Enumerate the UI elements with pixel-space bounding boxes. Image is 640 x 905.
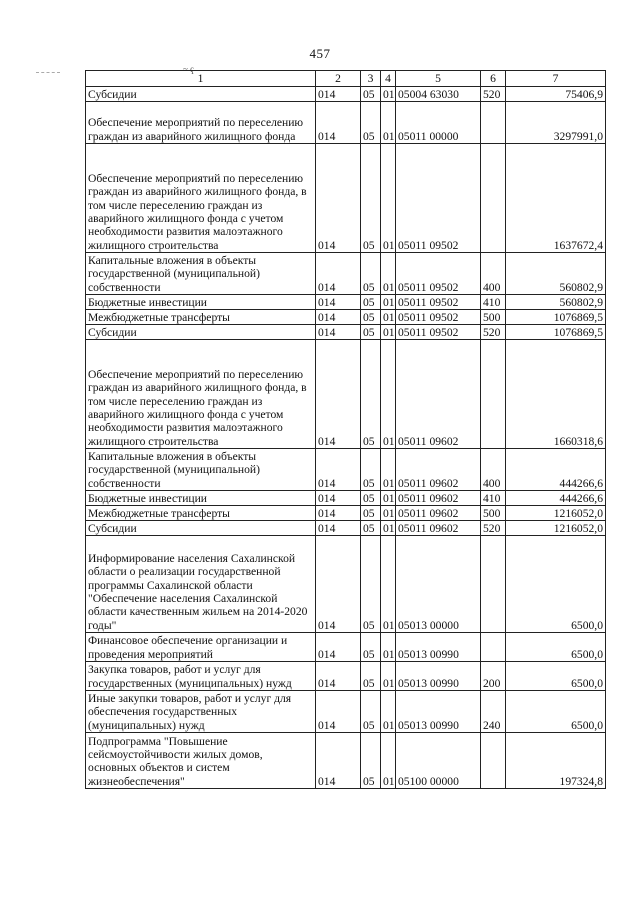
row-name: Межбюджетные трансферты [86,310,316,325]
table-row [86,521,606,536]
row-expense-type: 520 [481,87,506,102]
row-name: Бюджетные инвестиции [86,491,316,506]
budget-table [85,70,606,789]
header-col-4: 4 [381,71,396,87]
row-expense-type: 520 [481,521,506,536]
row-expense-type: 400 [481,253,506,295]
row-subsection-code: 01 [381,536,396,633]
row-section-code: 05 [361,144,381,253]
row-expense-type [481,102,506,144]
page-number: 457 [309,46,331,61]
row-ministry-code: 014 [316,295,361,310]
row-name: Обеспечение мероприятий по переселению граждан из аварийного жилищного фонда, в том числе переселению граждан из аварийного жилищного фонда с учетом необходимости развития малоэтажного жилищного строительства [86,144,316,253]
row-sum: 1216052,0 [506,521,606,536]
row-section-code: 05 [361,102,381,144]
row-sum: 1076869,5 [506,325,606,340]
row-expense-type [481,340,506,449]
row-name: Закупка товаров, работ и услуг для государственных (муниципальных) нужд [86,662,316,691]
row-section-code: 05 [361,253,381,295]
row-section-code: 05 [361,521,381,536]
row-section-code: 05 [361,87,381,102]
row-name: Субсидии [86,521,316,536]
table-row [86,295,606,310]
row-target-code: 05011 09502 [396,144,481,253]
row-target-code: 05013 00990 [396,691,481,733]
row-section-code: 05 [361,733,381,789]
row-target-code: 05011 09502 [396,253,481,295]
row-sum: 197324,8 [506,733,606,789]
row-name: Капитальные вложения в объекты государственной (муниципальной) собственности [86,253,316,295]
row-ministry-code: 014 [316,491,361,506]
header-col-1: 1 [86,71,316,87]
row-ministry-code: 014 [316,662,361,691]
row-expense-type: 240 [481,691,506,733]
row-ministry-code: 014 [316,87,361,102]
row-expense-type [481,144,506,253]
header-col-5: 5 [396,71,481,87]
row-section-code: 05 [361,491,381,506]
row-ministry-code: 014 [316,144,361,253]
row-subsection-code: 01 [381,144,396,253]
row-ministry-code: 014 [316,733,361,789]
row-target-code: 05004 63030 [396,87,481,102]
table-row [86,325,606,340]
row-subsection-code: 01 [381,449,396,491]
table-row [86,87,606,102]
row-subsection-code: 01 [381,506,396,521]
row-ministry-code: 014 [316,102,361,144]
row-section-code: 05 [361,295,381,310]
row-sum: 444266,6 [506,449,606,491]
row-sum: 444266,6 [506,491,606,506]
table-row [86,662,606,691]
row-expense-type: 520 [481,325,506,340]
row-expense-type: 200 [481,662,506,691]
row-section-code: 05 [361,633,381,662]
row-name: Субсидии [86,325,316,340]
row-name: Обеспечение мероприятий по переселению граждан из аварийного жилищного фонда, в том числе переселению граждан из аварийного жилищного фонда с учетом необходимости развития малоэтажного жилищного строительства [86,340,316,449]
row-target-code: 05011 09602 [396,521,481,536]
row-ministry-code: 014 [316,325,361,340]
row-name: Межбюджетные трансферты [86,506,316,521]
row-ministry-code: 014 [316,536,361,633]
row-target-code: 05011 09602 [396,449,481,491]
table-row [86,310,606,325]
row-subsection-code: 01 [381,491,396,506]
row-target-code: 05013 00990 [396,662,481,691]
row-subsection-code: 01 [381,691,396,733]
row-subsection-code: 01 [381,253,396,295]
header-col-2: 2 [316,71,361,87]
row-expense-type: 500 [481,506,506,521]
row-sum: 1216052,0 [506,506,606,521]
row-sum: 6500,0 [506,662,606,691]
row-target-code: 05011 09502 [396,325,481,340]
row-sum: 1076869,5 [506,310,606,325]
table-row [86,633,606,662]
row-target-code: 05011 09602 [396,491,481,506]
row-sum: 1637672,4 [506,144,606,253]
row-sum: 560802,9 [506,295,606,310]
row-expense-type [481,733,506,789]
scan-mark: ~ ҁ [183,64,195,74]
table-row [86,102,606,144]
table-row [86,340,606,449]
row-sum: 6500,0 [506,691,606,733]
table-row [86,144,606,253]
row-expense-type: 410 [481,491,506,506]
row-subsection-code: 01 [381,733,396,789]
row-sum: 560802,9 [506,253,606,295]
row-target-code: 05100 00000 [396,733,481,789]
row-section-code: 05 [361,536,381,633]
row-target-code: 05011 09502 [396,310,481,325]
row-sum: 6500,0 [506,536,606,633]
header-col-7: 7 [506,71,606,87]
row-ministry-code: 014 [316,310,361,325]
row-target-code: 05011 09602 [396,340,481,449]
row-section-code: 05 [361,662,381,691]
row-expense-type: 500 [481,310,506,325]
row-subsection-code: 01 [381,521,396,536]
row-subsection-code: 01 [381,325,396,340]
row-target-code: 05011 09602 [396,506,481,521]
row-section-code: 05 [361,325,381,340]
row-name: Капитальные вложения в объекты государственной (муниципальной) собственности [86,449,316,491]
row-sum: 1660318,6 [506,340,606,449]
row-name: Иные закупки товаров, работ и услуг для обеспечения государственных (муниципальных) нужд [86,691,316,733]
row-section-code: 05 [361,506,381,521]
table-row [86,733,606,789]
row-subsection-code: 01 [381,340,396,449]
table-row [86,536,606,633]
row-name: Обеспечение мероприятий по переселению граждан из аварийного жилищного фонда [86,102,316,144]
row-subsection-code: 01 [381,662,396,691]
row-name: Финансовое обеспечение организации и проведения мероприятий [86,633,316,662]
table-row [86,449,606,491]
margin-line [36,72,60,73]
row-ministry-code: 014 [316,506,361,521]
row-expense-type: 400 [481,449,506,491]
row-ministry-code: 014 [316,253,361,295]
table-row [86,691,606,733]
row-section-code: 05 [361,340,381,449]
row-name: Информирование населения Сахалинской области о реализации государственной программы Сахалинской области "Обеспечение населения Сахалинской области качественным жильем на 2014-2020 годы" [86,536,316,633]
row-name: Подпрограмма "Повышение сейсмоустойчивости жилых домов, основных объектов и систем жизнеобеспечения" [86,733,316,789]
row-target-code: 05013 00000 [396,536,481,633]
row-expense-type [481,633,506,662]
header-row [86,71,606,87]
row-target-code: 05013 00990 [396,633,481,662]
row-ministry-code: 014 [316,633,361,662]
row-subsection-code: 01 [381,87,396,102]
row-sum: 6500,0 [506,633,606,662]
row-section-code: 05 [361,449,381,491]
row-subsection-code: 01 [381,102,396,144]
row-ministry-code: 014 [316,449,361,491]
row-ministry-code: 014 [316,691,361,733]
row-section-code: 05 [361,310,381,325]
header-col-3: 3 [361,71,381,87]
row-sum: 3297991,0 [506,102,606,144]
row-expense-type [481,536,506,633]
row-section-code: 05 [361,691,381,733]
table-row [86,491,606,506]
row-expense-type: 410 [481,295,506,310]
row-ministry-code: 014 [316,521,361,536]
table-row [86,253,606,295]
table-row [86,506,606,521]
row-target-code: 05011 00000 [396,102,481,144]
row-sum: 75406,9 [506,87,606,102]
row-name: Субсидии [86,87,316,102]
row-subsection-code: 01 [381,310,396,325]
row-subsection-code: 01 [381,633,396,662]
row-subsection-code: 01 [381,295,396,310]
row-ministry-code: 014 [316,340,361,449]
row-target-code: 05011 09502 [396,295,481,310]
row-name: Бюджетные инвестиции [86,295,316,310]
header-col-6: 6 [481,71,506,87]
